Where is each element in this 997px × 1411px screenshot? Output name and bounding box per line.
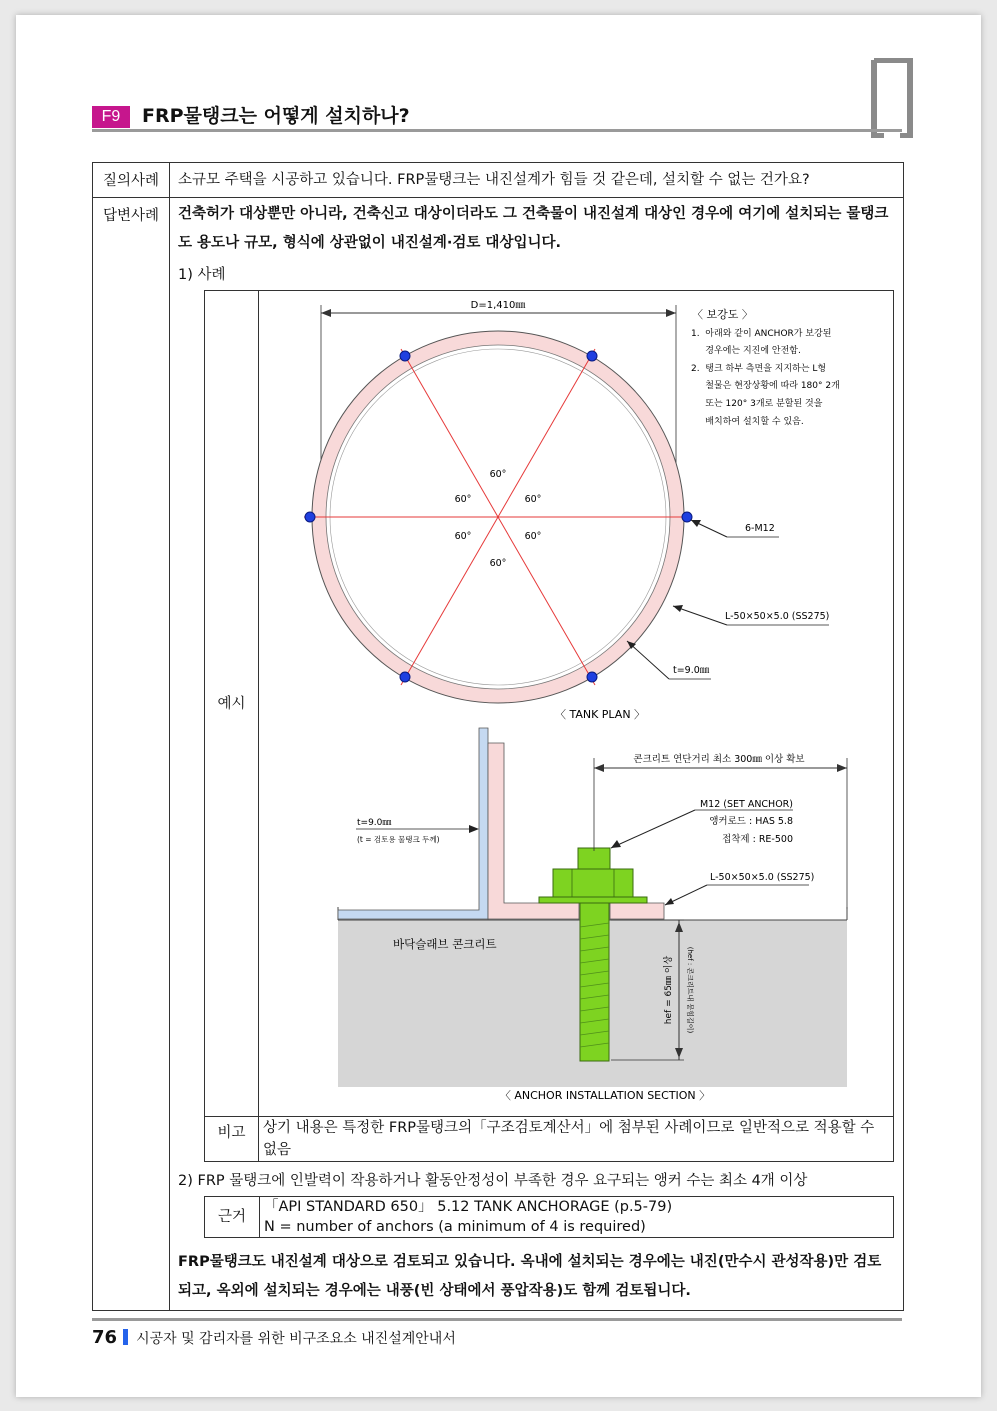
anchor-point <box>682 512 692 522</box>
section-thickness-note: (t = 검토용 물탱크 두께) <box>357 835 440 844</box>
plan-notes-title: 〈 보강도 〉 <box>692 308 753 321</box>
page-number: 76 <box>92 1327 118 1348</box>
section-embed-note: (hef : 콘크리트내 묻힘길이) <box>686 946 694 1034</box>
section-angle-member-label: L-50×50×5.0 (SS275) <box>710 872 815 883</box>
example-table <box>204 290 894 1162</box>
footer-text: 시공자 및 감리자를 위한 비구조요소 내진설계안내서 <box>136 1331 456 1347</box>
plan-angle-upper-right: 60° <box>524 494 542 505</box>
basis-table <box>204 1196 894 1238</box>
question-text: 소규모 주택을 시공하고 있습니다. FRP물탱크는 내진설계가 힘들 것 같은데, 설치할 수 없는 건가요? <box>170 163 904 198</box>
anchor-point <box>305 512 315 522</box>
anchor-point <box>400 351 410 361</box>
footer-divider <box>92 1318 902 1321</box>
note-label: 비고 <box>205 1117 259 1162</box>
section-title <box>92 103 902 131</box>
section-slab-label: 바닥슬래브 콘크리트 <box>393 937 497 951</box>
plan-note-line: 경우에는 지진에 안전함. <box>691 346 801 356</box>
plan-diameter-label: D=1,410㎜ <box>470 300 526 311</box>
plan-note-line: 또는 120° 3개로 분할된 것을 <box>691 399 823 409</box>
title-divider <box>92 129 902 132</box>
footer <box>92 1327 456 1350</box>
plan-angle-bottom: 60° <box>489 558 507 569</box>
basis-line-1: 「API STANDARD 650」 5.12 TANK ANCHORAGE (p.5-79) <box>264 1199 673 1215</box>
answer-row <box>93 198 904 1311</box>
figure-cell <box>259 291 894 1117</box>
section-thickness-label: t=9.0㎜ <box>357 818 392 828</box>
answer-intro: 건축허가 대상뿐만 아니라, 건축신고 대상이더라도 그 건축물이 내진설계 대상인 경우에 여기에 설치되는 물탱크도 용도나 규모, 형식에 상관없이 내진설계·검토 대상입니다. <box>178 206 889 251</box>
plan-note-line: 배치하여 설치할 수 있음. <box>691 417 804 427</box>
plan-note-line: 2. 탱크 하부 측면을 지지하는 L형 <box>691 364 827 374</box>
plan-note-line: 1. 아래와 같이 ANCHOR가 보강된 <box>691 329 832 339</box>
section-embed-label: hef = 65㎜ 이상 <box>664 955 674 1025</box>
answer-body <box>170 198 904 1311</box>
note-text: 상기 내용은 특정한 FRP물탱크의「구조검토계산서」에 첨부된 사례이므로 일반적으로 적용할 수 없음 <box>259 1117 894 1162</box>
qa-table <box>92 162 904 1311</box>
question-row <box>93 163 904 198</box>
answer-conclusion: FRP물탱크도 내진설계 대상으로 검토되고 있습니다. 옥내에 설치되는 경우에는 내진(만수시 관성작용)만 검토되고, 옥외에 설치되는 경우에는 내풍(빈 상태에서 풍압작용)도 함께 검토됩니다. <box>178 1254 882 1299</box>
plan-angle-member-label: L-50×50×5.0 (SS275) <box>725 611 830 622</box>
basis-line-2: N = number of anchors (a minimum of 4 is required) <box>264 1219 646 1235</box>
anchor-point <box>587 672 597 682</box>
plan-angle-lower-right: 60° <box>524 531 542 542</box>
answer-label: 답변사례 <box>93 198 170 1311</box>
tank-figure <box>259 291 893 1105</box>
plan-thickness-label: t=9.0㎜ <box>673 665 710 676</box>
page-title: FRP물탱크는 어떻게 설치하나? <box>142 105 410 127</box>
plan-angle-lower-left: 60° <box>454 531 472 542</box>
plan-angle-top: 60° <box>489 469 507 480</box>
case-heading: 1) 사례 <box>178 267 226 283</box>
anchor-section <box>338 728 847 1102</box>
example-label: 예시 <box>205 291 259 1117</box>
section-anchor-title: M12 (SET ANCHOR) <box>699 799 793 810</box>
section-edge-distance: 콘크리트 연단거리 최소 300㎜ 이상 확보 <box>633 754 805 765</box>
tank-plan <box>304 300 840 721</box>
question-label: 질의사례 <box>93 163 170 198</box>
section-rod-label: 앵커로드 : HAS 5.8 <box>709 816 793 827</box>
basis-content <box>260 1197 894 1238</box>
section-caption: 〈 ANCHOR INSTALLATION SECTION 〉 <box>499 1089 711 1102</box>
section-adhesive-label: 접착제 : RE-500 <box>722 834 793 845</box>
anchor-point <box>587 351 597 361</box>
anchor-point <box>400 672 410 682</box>
plan-caption: 〈 TANK PLAN 〉 <box>554 708 646 721</box>
footer-bar-icon <box>123 1329 128 1345</box>
section-badge: F9 <box>92 106 130 128</box>
point-2: 2) FRP 물탱크에 인발력이 작용하거나 활동안정성이 부족한 경우 요구되는 앵커 수는 최소 4개 이상 <box>178 1173 808 1189</box>
plan-anchor-label: 6-M12 <box>745 523 775 534</box>
plan-note-line: 철물은 현장상황에 따라 180° 2개 <box>691 381 840 391</box>
basis-label: 근거 <box>205 1197 260 1238</box>
plan-angle-upper-left: 60° <box>454 494 472 505</box>
